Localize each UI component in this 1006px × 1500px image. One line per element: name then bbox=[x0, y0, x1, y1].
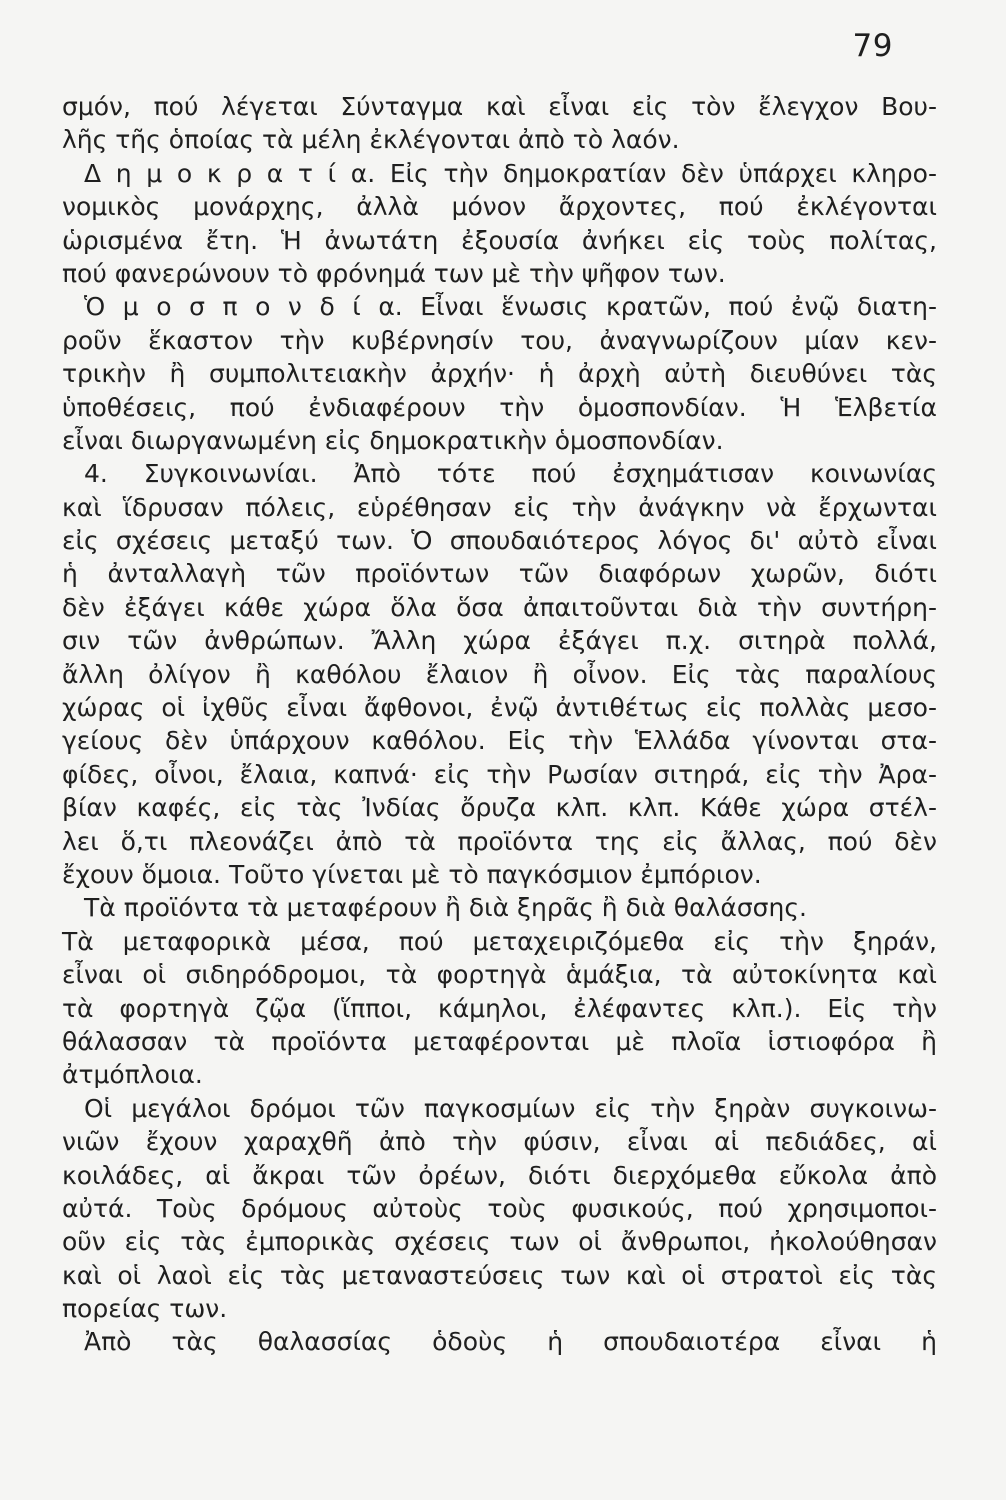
text-line: Τὰ μεταφορικὰ μέσα, πού μεταχειριζόμεθα εἰς τὴν ξηράν, bbox=[62, 926, 937, 956]
text-line: ροῦν ἕκαστον τὴν κυβέρνησίν του, ἀναγνωρίζουν μίαν κεν- bbox=[62, 325, 937, 355]
text-line: κοιλάδες, αἱ ἄκραι τῶν ὀρέων, διότι διερχόμεθα εὔκολα ἀπὸ bbox=[62, 1160, 937, 1190]
text-line: δὲν ἐξάγει κάθε χώρα ὅλα ὅσα ἀπαιτοῦνται διὰ τὴν συντήρη- bbox=[62, 592, 937, 622]
text-line: πορείας των. bbox=[62, 1294, 228, 1324]
text-line: καὶ ἵδρυσαν πόλεις, εὑρέθησαν εἰς τὴν ἀνάγκην νὰ ἔρχωνται bbox=[62, 492, 937, 522]
text-line: γείους δὲν ὑπάρχουν καθόλου. Εἰς τὴν Ἑλλάδα γίνονται στα- bbox=[62, 726, 937, 756]
text-line: τὰ φορτηγὰ ζῷα (ἵπποι, κάμηλοι, ἐλέφαντες κλπ.). Εἰς τὴν bbox=[62, 993, 937, 1023]
page-text bbox=[62, 90, 937, 1359]
text-line: ἡ ἀνταλλαγὴ τῶν προϊόντων τῶν διαφόρων χωρῶν, διότι bbox=[62, 559, 937, 589]
text-line: Τὰ προϊόντα τὰ μεταφέρουν ἢ διὰ ξηρᾶς ἢ διὰ θαλάσσης. bbox=[84, 893, 807, 923]
text-line: νομικὸς μονάρχης, ἀλλὰ μόνον ἄρχοντες, πού ἐκλέγονται bbox=[62, 192, 937, 222]
text-line: σμόν, πού λέγεται Σύνταγμα καὶ εἶναι εἰς τὸν ἔλεγχον Βου- bbox=[62, 92, 937, 121]
text-line: Ἀπὸ τὰς θαλασσίας ὁδοὺς ἡ σπουδαιοτέρα εἶναι ἡ bbox=[84, 1327, 937, 1357]
text-line: Δ η μ ο κ ρ α τ ί α. Εἰς τὴν δημοκρατίαν δὲν ὑπάρχει κληρο- bbox=[84, 158, 937, 188]
text-line: Οἱ μεγάλοι δρόμοι τῶν παγκοσμίων εἰς τὴν ξηρὰν συγκοινω- bbox=[84, 1093, 937, 1123]
page-number: 79 bbox=[852, 28, 893, 64]
text-line: θάλασσαν τὰ προϊόντα μεταφέρονται μὲ πλοῖα ἱστιοφόρα ἢ bbox=[62, 1026, 937, 1056]
text-line: εἶναι οἱ σιδηρόδρομοι, τὰ φορτηγὰ ἁμάξια, τὰ αὐτοκίνητα καὶ bbox=[62, 960, 937, 990]
text-line: χώρας οἱ ἰχθῦς εἶναι ἄφθονοι, ἐνῷ ἀντιθέτως εἰς πολλὰς μεσο- bbox=[62, 693, 937, 723]
text-line: ὑποθέσεις, πού ἐνδιαφέρουν τὴν ὁμοσπονδίαν. Ἡ Ἑλβετία bbox=[62, 392, 937, 422]
text-line: εἰς σχέσεις μεταξύ των. Ὁ σπουδαιότερος λόγος δι' αὐτὸ εἶναι bbox=[62, 526, 937, 556]
text-line: ἔχουν ὅμοια. Τοῦτο γίνεται μὲ τὸ παγκόσμιον ἐμπόριον. bbox=[62, 859, 762, 889]
text-line: Ὁ μ ο σ π ο ν δ ί α. Εἶναι ἕνωσις κρατῶν, πού ἐνῷ διατη- bbox=[84, 292, 937, 322]
text-line: 4. Συγκοινωνίαι. Ἀπὸ τότε πού ἐσχημάτισαν κοινωνίας bbox=[84, 459, 937, 489]
text-line: εἶναι διωργανωμένη εἰς δημοκρατικὴν ὁμοσπονδίαν. bbox=[62, 425, 724, 455]
text-line: πού φανερώνουν τὸ φρόνημά των μὲ τὴν ψῆφον των. bbox=[62, 258, 726, 288]
text-line: τρικὴν ἢ συμπολιτειακὴν ἀρχήν· ἡ ἀρχὴ αὐτὴ διευθύνει τὰς bbox=[62, 359, 937, 389]
text-line: νιῶν ἔχουν χαραχθῆ ἀπὸ τὴν φύσιν, εἶναι αἱ πεδιάδες, αἱ bbox=[62, 1127, 937, 1157]
text-line: οῦν εἰς τὰς ἐμπορικὰς σχέσεις των οἱ ἄνθρωποι, ἠκολούθησαν bbox=[62, 1227, 937, 1257]
text-line: λει ὅ,τι πλεονάζει ἀπὸ τὰ προϊόντα της εἰς ἄλλας, πού δὲν bbox=[62, 826, 937, 856]
text-line: λῆς τῆς ὁποίας τὰ μέλη ἐκλέγονται ἀπὸ τὸ λαόν. bbox=[62, 125, 680, 155]
text-line: ἀτμόπλοια. bbox=[62, 1060, 203, 1090]
text-line: ὡρισμένα ἔτη. Ἡ ἀνωτάτη ἐξουσία ἀνήκει εἰς τοὺς πολίτας, bbox=[62, 225, 937, 255]
text-line: σιν τῶν ἀνθρώπων. Ἄλλη χώρα ἐξάγει π.χ. σιτηρὰ πολλά, bbox=[62, 626, 937, 656]
text-line: αὐτά. Τοὺς δρόμους αὐτοὺς τοὺς φυσικούς, πού χρησιμοποι- bbox=[62, 1193, 937, 1223]
text-line: καὶ οἱ λαοὶ εἰς τὰς μεταναστεύσεις των καὶ οἱ στρατοὶ εἰς τὰς bbox=[62, 1260, 937, 1290]
text-line: βίαν καφές, εἰς τὰς Ἰνδίας ὄρυζα κλπ. κλπ. Κάθε χώρα στέλ- bbox=[62, 793, 937, 823]
text-line: φίδες, οἶνοι, ἔλαια, καπνά· εἰς τὴν Ρωσίαν σιτηρά, εἰς τὴν Ἀρα- bbox=[62, 759, 937, 789]
text-line: ἄλλη ὀλίγον ἢ καθόλου ἔλαιον ἢ οἶνον. Εἰς τὰς παραλίους bbox=[62, 659, 937, 689]
